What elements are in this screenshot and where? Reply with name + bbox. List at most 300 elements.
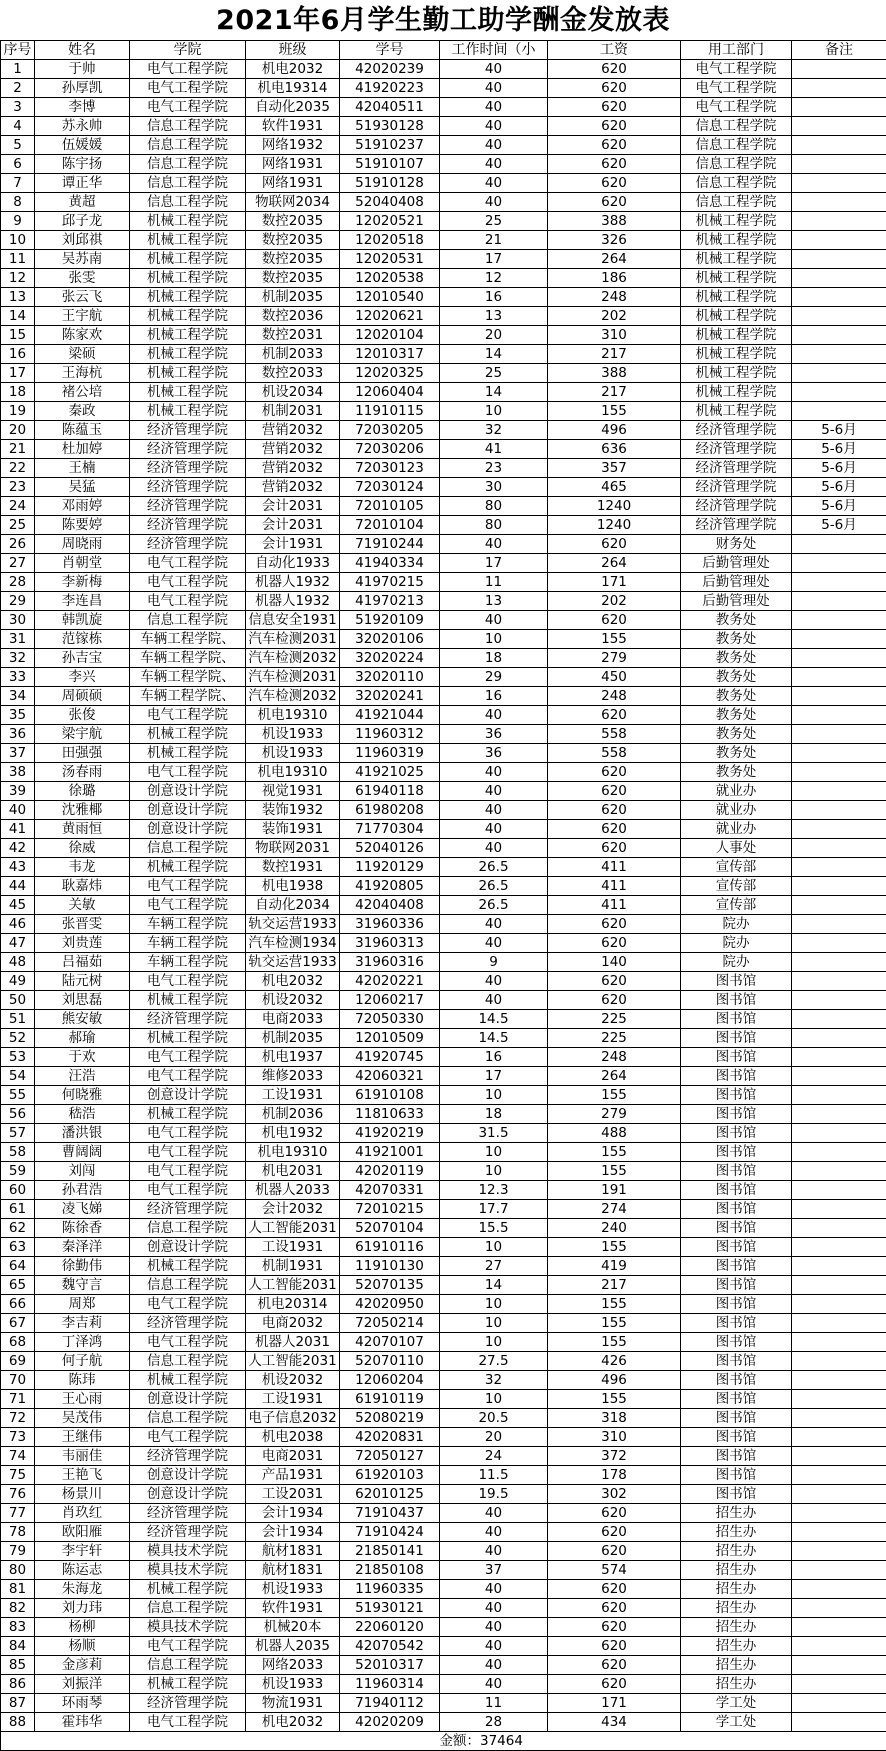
table-row <box>1 516 886 535</box>
cell-remark <box>792 212 886 231</box>
cell-wage: 620 <box>548 535 681 554</box>
cell-college: 信息工程学院 <box>130 136 246 155</box>
cell-college: 电气工程学院 <box>130 1428 246 1447</box>
cell-student-id: 12010317 <box>340 345 440 364</box>
cell-class: 产品1931 <box>246 1466 340 1485</box>
cell-work-hours: 11.5 <box>440 1466 548 1485</box>
cell-wage: 620 <box>548 174 681 193</box>
cell-work-hours: 20.5 <box>440 1409 548 1428</box>
cell-work-hours: 10 <box>440 1314 548 1333</box>
cell-name: 张俊 <box>35 706 130 725</box>
cell-department: 图书馆 <box>681 1219 792 1238</box>
table-row <box>1 440 886 459</box>
table-row <box>1 782 886 801</box>
cell-wage: 248 <box>548 1048 681 1067</box>
cell-remark: 5-6月 <box>792 497 886 516</box>
cell-seq: 63 <box>1 1238 35 1257</box>
cell-class: 信息安全1931 <box>246 611 340 630</box>
table-row <box>1 1200 886 1219</box>
cell-name: 何子航 <box>35 1352 130 1371</box>
cell-name: 李博 <box>35 98 130 117</box>
cell-class: 物流1931 <box>246 1694 340 1713</box>
cell-student-id: 42020221 <box>340 972 440 991</box>
cell-seq: 48 <box>1 953 35 972</box>
cell-college: 机械工程学院 <box>130 1029 246 1048</box>
table-row <box>1 1181 886 1200</box>
cell-student-id: 51910107 <box>340 155 440 174</box>
cell-work-hours: 20 <box>440 1428 548 1447</box>
cell-student-id: 32020110 <box>340 668 440 687</box>
cell-seq: 6 <box>1 155 35 174</box>
table-row <box>1 402 886 421</box>
cell-work-hours: 40 <box>440 934 548 953</box>
cell-department: 财务处 <box>681 535 792 554</box>
cell-name: 徐璐 <box>35 782 130 801</box>
cell-student-id: 11810633 <box>340 1105 440 1124</box>
cell-name: 秦泽洋 <box>35 1238 130 1257</box>
cell-remark <box>792 402 886 421</box>
cell-college: 机械工程学院 <box>130 858 246 877</box>
cell-wage: 248 <box>548 288 681 307</box>
cell-college: 经济管理学院 <box>130 1694 246 1713</box>
cell-wage: 620 <box>548 801 681 820</box>
cell-remark <box>792 820 886 839</box>
cell-wage: 1240 <box>548 497 681 516</box>
cell-department: 机械工程学院 <box>681 326 792 345</box>
cell-seq: 3 <box>1 98 35 117</box>
cell-seq: 32 <box>1 649 35 668</box>
cell-department: 宣传部 <box>681 877 792 896</box>
cell-work-hours: 27 <box>440 1257 548 1276</box>
cell-wage: 388 <box>548 364 681 383</box>
cell-class: 机制2031 <box>246 402 340 421</box>
cell-work-hours: 31.5 <box>440 1124 548 1143</box>
table-row <box>1 60 886 79</box>
cell-college: 机械工程学院 <box>130 364 246 383</box>
cell-remark <box>792 1067 886 1086</box>
cell-student-id: 51910128 <box>340 174 440 193</box>
cell-department: 后勤管理处 <box>681 573 792 592</box>
cell-wage: 411 <box>548 877 681 896</box>
table-row <box>1 1143 886 1162</box>
cell-name: 王楠 <box>35 459 130 478</box>
cell-college: 电气工程学院 <box>130 79 246 98</box>
cell-student-id: 41920805 <box>340 877 440 896</box>
cell-remark <box>792 1181 886 1200</box>
cell-work-hours: 40 <box>440 1618 548 1637</box>
cell-student-id: 21850141 <box>340 1542 440 1561</box>
cell-department: 电气工程学院 <box>681 98 792 117</box>
cell-wage: 488 <box>548 1124 681 1143</box>
cell-work-hours: 40 <box>440 1637 548 1656</box>
cell-remark <box>792 1371 886 1390</box>
cell-work-hours: 11 <box>440 573 548 592</box>
cell-student-id: 61910116 <box>340 1238 440 1257</box>
cell-student-id: 71910437 <box>340 1504 440 1523</box>
cell-student-id: 32020106 <box>340 630 440 649</box>
cell-class: 自动化1933 <box>246 554 340 573</box>
cell-name: 何晓雅 <box>35 1086 130 1105</box>
cell-work-hours: 36 <box>440 744 548 763</box>
cell-class: 会计2032 <box>246 1200 340 1219</box>
cell-department: 图书馆 <box>681 991 792 1010</box>
table-row <box>1 1561 886 1580</box>
cell-student-id: 72030123 <box>340 459 440 478</box>
table-row <box>1 877 886 896</box>
cell-name: 熊安敏 <box>35 1010 130 1029</box>
cell-class: 机器人2031 <box>246 1333 340 1352</box>
cell-wage: 155 <box>548 1162 681 1181</box>
cell-college: 电气工程学院 <box>130 1162 246 1181</box>
cell-college: 经济管理学院 <box>130 1523 246 1542</box>
cell-wage: 264 <box>548 250 681 269</box>
cell-department: 图书馆 <box>681 1428 792 1447</box>
cell-name: 吕福茹 <box>35 953 130 972</box>
cell-department: 图书馆 <box>681 1314 792 1333</box>
cell-class: 机电1932 <box>246 1124 340 1143</box>
cell-student-id: 72050127 <box>340 1447 440 1466</box>
cell-student-id: 12020621 <box>340 307 440 326</box>
cell-class: 机设1933 <box>246 1675 340 1694</box>
table-row <box>1 953 886 972</box>
cell-seq: 47 <box>1 934 35 953</box>
cell-name: 李新梅 <box>35 573 130 592</box>
cell-seq: 45 <box>1 896 35 915</box>
cell-department: 教务处 <box>681 687 792 706</box>
cell-student-id: 72010105 <box>340 497 440 516</box>
cell-wage: 620 <box>548 1637 681 1656</box>
cell-college: 模具技术学院 <box>130 1618 246 1637</box>
cell-work-hours: 40 <box>440 535 548 554</box>
cell-class: 营销2032 <box>246 459 340 478</box>
cell-department: 经济管理学院 <box>681 421 792 440</box>
cell-remark <box>792 1314 886 1333</box>
cell-class: 轨交运营1933 <box>246 953 340 972</box>
cell-seq: 36 <box>1 725 35 744</box>
cell-name: 韦丽佳 <box>35 1447 130 1466</box>
cell-seq: 8 <box>1 193 35 212</box>
cell-name: 谭正华 <box>35 174 130 193</box>
table-row <box>1 421 886 440</box>
cell-seq: 14 <box>1 307 35 326</box>
cell-college: 电气工程学院 <box>130 592 246 611</box>
cell-seq: 76 <box>1 1485 35 1504</box>
table-row <box>1 478 886 497</box>
cell-name: 陈家欢 <box>35 326 130 345</box>
table-row <box>1 136 886 155</box>
cell-remark <box>792 307 886 326</box>
cell-remark <box>792 687 886 706</box>
cell-student-id: 42070542 <box>340 1637 440 1656</box>
cell-work-hours: 29 <box>440 668 548 687</box>
cell-department: 图书馆 <box>681 1105 792 1124</box>
cell-name: 嵇浩 <box>35 1105 130 1124</box>
cell-department: 学工处 <box>681 1713 792 1732</box>
cell-college: 机械工程学院 <box>130 1580 246 1599</box>
cell-college: 创意设计学院 <box>130 782 246 801</box>
cell-seq: 4 <box>1 117 35 136</box>
cell-student-id: 51920109 <box>340 611 440 630</box>
cell-work-hours: 19.5 <box>440 1485 548 1504</box>
cell-seq: 5 <box>1 136 35 155</box>
cell-work-hours: 40 <box>440 1675 548 1694</box>
table-row <box>1 1257 886 1276</box>
cell-wage: 558 <box>548 744 681 763</box>
cell-work-hours: 40 <box>440 782 548 801</box>
cell-class: 机电20314 <box>246 1295 340 1314</box>
cell-department: 教务处 <box>681 763 792 782</box>
cell-wage: 620 <box>548 839 681 858</box>
cell-wage: 620 <box>548 706 681 725</box>
header-student-id: 学号 <box>340 41 440 60</box>
cell-wage: 155 <box>548 402 681 421</box>
cell-college: 经济管理学院 <box>130 440 246 459</box>
cell-wage: 620 <box>548 763 681 782</box>
cell-student-id: 11910115 <box>340 402 440 421</box>
cell-seq: 24 <box>1 497 35 516</box>
cell-remark <box>792 1675 886 1694</box>
cell-seq: 51 <box>1 1010 35 1029</box>
cell-wage: 155 <box>548 1390 681 1409</box>
cell-class: 机电19310 <box>246 1143 340 1162</box>
cell-name: 曹阔阔 <box>35 1143 130 1162</box>
cell-wage: 155 <box>548 1086 681 1105</box>
header-name: 姓名 <box>35 41 130 60</box>
cell-seq: 71 <box>1 1390 35 1409</box>
cell-seq: 84 <box>1 1637 35 1656</box>
cell-college: 电气工程学院 <box>130 1143 246 1162</box>
cell-student-id: 71910244 <box>340 535 440 554</box>
cell-college: 车辆工程学院、 <box>130 687 246 706</box>
cell-student-id: 51930128 <box>340 117 440 136</box>
cell-student-id: 52010317 <box>340 1656 440 1675</box>
cell-work-hours: 10 <box>440 1086 548 1105</box>
cell-class: 装饰1932 <box>246 801 340 820</box>
cell-name: 徐勤伟 <box>35 1257 130 1276</box>
header-row <box>1 41 886 60</box>
table-row <box>1 231 886 250</box>
cell-college: 机械工程学院 <box>130 991 246 1010</box>
cell-student-id: 41940334 <box>340 554 440 573</box>
cell-student-id: 42040408 <box>340 896 440 915</box>
table-row <box>1 1295 886 1314</box>
cell-remark <box>792 383 886 402</box>
cell-department: 教务处 <box>681 611 792 630</box>
cell-wage: 186 <box>548 269 681 288</box>
cell-remark <box>792 60 886 79</box>
cell-student-id: 72010215 <box>340 1200 440 1219</box>
cell-college: 电气工程学院 <box>130 573 246 592</box>
cell-department: 机械工程学院 <box>681 383 792 402</box>
table-row <box>1 1428 886 1447</box>
cell-department: 电气工程学院 <box>681 79 792 98</box>
table-row <box>1 288 886 307</box>
cell-college: 机械工程学院 <box>130 1105 246 1124</box>
cell-department: 图书馆 <box>681 1390 792 1409</box>
table-row <box>1 345 886 364</box>
cell-remark <box>792 1618 886 1637</box>
cell-college: 车辆工程学院 <box>130 953 246 972</box>
table-row <box>1 1637 886 1656</box>
cell-wage: 620 <box>548 193 681 212</box>
cell-name: 肖朝堂 <box>35 554 130 573</box>
cell-college: 电气工程学院 <box>130 1333 246 1352</box>
cell-class: 汽车检测2031 <box>246 668 340 687</box>
cell-college: 创意设计学院 <box>130 1485 246 1504</box>
cell-class: 机设1933 <box>246 1580 340 1599</box>
cell-class: 工设1931 <box>246 1390 340 1409</box>
cell-work-hours: 16 <box>440 687 548 706</box>
cell-work-hours: 32 <box>440 421 548 440</box>
cell-remark <box>792 1542 886 1561</box>
cell-wage: 279 <box>548 1105 681 1124</box>
cell-wage: 620 <box>548 782 681 801</box>
cell-student-id: 72050330 <box>340 1010 440 1029</box>
cell-work-hours: 80 <box>440 497 548 516</box>
cell-name: 李宇轩 <box>35 1542 130 1561</box>
cell-wage: 171 <box>548 1694 681 1713</box>
cell-college: 车辆工程学院 <box>130 915 246 934</box>
table-body <box>1 41 886 1751</box>
cell-department: 图书馆 <box>681 1295 792 1314</box>
table-row <box>1 554 886 573</box>
table-row <box>1 1713 886 1732</box>
cell-department: 图书馆 <box>681 1371 792 1390</box>
cell-college: 机械工程学院 <box>130 1371 246 1390</box>
cell-class: 机器人2035 <box>246 1637 340 1656</box>
cell-class: 机电1937 <box>246 1048 340 1067</box>
cell-wage: 264 <box>548 1067 681 1086</box>
cell-student-id: 12010509 <box>340 1029 440 1048</box>
table-row <box>1 1010 886 1029</box>
cell-student-id: 12060204 <box>340 1371 440 1390</box>
cell-wage: 326 <box>548 231 681 250</box>
cell-department: 图书馆 <box>681 1466 792 1485</box>
cell-student-id: 11920129 <box>340 858 440 877</box>
cell-seq: 27 <box>1 554 35 573</box>
cell-remark <box>792 535 886 554</box>
cell-work-hours: 10 <box>440 1143 548 1162</box>
cell-college: 创意设计学院 <box>130 1466 246 1485</box>
table-row <box>1 269 886 288</box>
cell-name: 孙厚凯 <box>35 79 130 98</box>
cell-work-hours: 9 <box>440 953 548 972</box>
cell-name: 张云飞 <box>35 288 130 307</box>
cell-name: 汤春雨 <box>35 763 130 782</box>
cell-department: 经济管理学院 <box>681 497 792 516</box>
cell-college: 经济管理学院 <box>130 478 246 497</box>
cell-class: 会计2031 <box>246 497 340 516</box>
cell-seq: 13 <box>1 288 35 307</box>
cell-college: 经济管理学院 <box>130 1010 246 1029</box>
cell-work-hours: 26.5 <box>440 877 548 896</box>
cell-class: 电商2031 <box>246 1447 340 1466</box>
cell-college: 机械工程学院 <box>130 231 246 250</box>
cell-wage: 310 <box>548 1428 681 1447</box>
cell-wage: 372 <box>548 1447 681 1466</box>
cell-class: 营销2032 <box>246 421 340 440</box>
cell-remark <box>792 592 886 611</box>
header-wage: 工资 <box>548 41 681 60</box>
cell-work-hours: 40 <box>440 174 548 193</box>
cell-college: 信息工程学院 <box>130 1352 246 1371</box>
cell-college: 信息工程学院 <box>130 1409 246 1428</box>
cell-seq: 23 <box>1 478 35 497</box>
cell-seq: 43 <box>1 858 35 877</box>
cell-work-hours: 14.5 <box>440 1010 548 1029</box>
cell-remark <box>792 1447 886 1466</box>
cell-student-id: 32020224 <box>340 649 440 668</box>
cell-class: 数控2035 <box>246 269 340 288</box>
cell-wage: 426 <box>548 1352 681 1371</box>
table-row <box>1 326 886 345</box>
cell-student-id: 12060217 <box>340 991 440 1010</box>
cell-remark <box>792 136 886 155</box>
cell-wage: 620 <box>548 1580 681 1599</box>
cell-name: 秦政 <box>35 402 130 421</box>
cell-work-hours: 40 <box>440 136 548 155</box>
cell-class: 工设1931 <box>246 1086 340 1105</box>
cell-wage: 620 <box>548 972 681 991</box>
cell-remark <box>792 1200 886 1219</box>
cell-remark: 5-6月 <box>792 516 886 535</box>
cell-student-id: 41921001 <box>340 1143 440 1162</box>
cell-remark <box>792 231 886 250</box>
cell-college: 机械工程学院 <box>130 383 246 402</box>
cell-work-hours: 21 <box>440 231 548 250</box>
cell-remark <box>792 1238 886 1257</box>
cell-work-hours: 10 <box>440 402 548 421</box>
cell-college: 经济管理学院 <box>130 516 246 535</box>
cell-work-hours: 40 <box>440 991 548 1010</box>
cell-department: 电气工程学院 <box>681 60 792 79</box>
cell-student-id: 41920219 <box>340 1124 440 1143</box>
cell-department: 人事处 <box>681 839 792 858</box>
cell-name: 张晋雯 <box>35 915 130 934</box>
cell-work-hours: 40 <box>440 706 548 725</box>
cell-class: 机电2038 <box>246 1428 340 1447</box>
cell-class: 数控2035 <box>246 212 340 231</box>
cell-name: 肖玖红 <box>35 1504 130 1523</box>
cell-seq: 81 <box>1 1580 35 1599</box>
cell-work-hours: 17 <box>440 554 548 573</box>
cell-work-hours: 14 <box>440 345 548 364</box>
cell-seq: 62 <box>1 1219 35 1238</box>
header-remark: 备注 <box>792 41 886 60</box>
cell-work-hours: 14.5 <box>440 1029 548 1048</box>
cell-work-hours: 10 <box>440 1162 548 1181</box>
cell-remark <box>792 1428 886 1447</box>
cell-college: 信息工程学院 <box>130 117 246 136</box>
cell-work-hours: 40 <box>440 1599 548 1618</box>
cell-class: 机电2032 <box>246 60 340 79</box>
cell-work-hours: 40 <box>440 1542 548 1561</box>
cell-wage: 636 <box>548 440 681 459</box>
cell-college: 经济管理学院 <box>130 535 246 554</box>
cell-college: 机械工程学院 <box>130 345 246 364</box>
cell-seq: 68 <box>1 1333 35 1352</box>
cell-seq: 7 <box>1 174 35 193</box>
cell-seq: 2 <box>1 79 35 98</box>
cell-college: 电气工程学院 <box>130 554 246 573</box>
cell-seq: 53 <box>1 1048 35 1067</box>
cell-seq: 55 <box>1 1086 35 1105</box>
salary-table <box>0 40 886 1751</box>
cell-seq: 58 <box>1 1143 35 1162</box>
cell-work-hours: 12.3 <box>440 1181 548 1200</box>
cell-name: 杨顺 <box>35 1637 130 1656</box>
cell-remark <box>792 934 886 953</box>
